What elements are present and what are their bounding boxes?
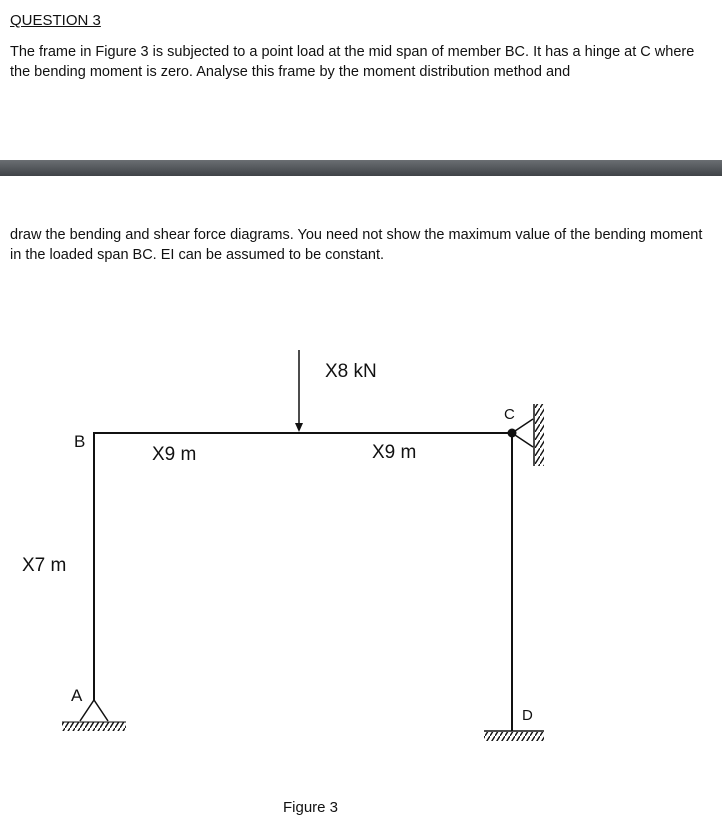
node-label-d: D	[522, 707, 533, 724]
node-label-c: C	[504, 406, 515, 423]
load-label: X8 kN	[325, 361, 377, 382]
question-paragraph-2: draw the bending and shear force diagrams. You need not show the maximum value of the bending moment in the loaded span BC. EI can be assumed to be constant.	[10, 227, 703, 263]
figure-caption: Figure 3	[283, 799, 339, 816]
question-heading: QUESTION 3	[10, 12, 101, 29]
height-label: X7 m	[22, 555, 67, 576]
question-paragraph-1: The frame in Figure 3 is subjected to a point load at the mid span of member BC. It has a hinge at C where the bending moment is zero. Analyse this frame by the moment distribution method and	[10, 44, 695, 80]
node-label-b: B	[74, 432, 86, 451]
node-label-a: A	[71, 686, 83, 705]
hinge-c-icon	[508, 429, 517, 438]
fixed-support-d	[484, 731, 544, 741]
span-left-label: X9 m	[152, 444, 197, 465]
span-right-label: X9 m	[372, 442, 417, 463]
pin-support-c	[512, 404, 544, 466]
point-load-arrow	[295, 350, 303, 432]
